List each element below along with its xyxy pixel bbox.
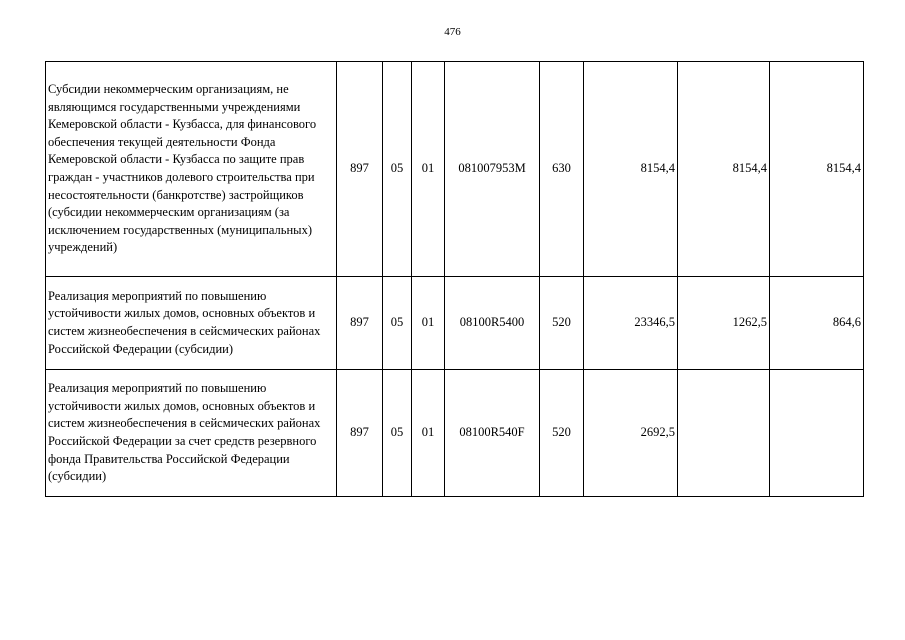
- description-cell: Реализация мероприятий по повышению устойчивости жилых домов, основных объектов и систем жизнеобеспечения в сейсмических районах Российской Федерации за счет средств резервного фонда Правительства Российской Федерации (субсидии): [46, 370, 337, 497]
- section-code-cell: 05: [383, 62, 412, 277]
- department-code-cell: 897: [337, 277, 383, 370]
- amount-3-cell: [770, 370, 864, 497]
- target-article-cell: 08100R540F: [445, 370, 540, 497]
- table-row: [46, 370, 864, 497]
- amount-3-cell: 864,6: [770, 277, 864, 370]
- subsection-code-cell: 01: [412, 370, 445, 497]
- amount-2-cell: 1262,5: [678, 277, 770, 370]
- expense-type-cell: 630: [540, 62, 584, 277]
- amount-1-cell: 23346,5: [584, 277, 678, 370]
- target-article-cell: 08100R5400: [445, 277, 540, 370]
- description-cell: Реализация мероприятий по повышению устойчивости жилых домов, основных объектов и систем жизнеобеспечения в сейсмических районах Российской Федерации (субсидии): [46, 277, 337, 370]
- expense-type-cell: 520: [540, 370, 584, 497]
- department-code-cell: 897: [337, 370, 383, 497]
- amount-3-cell: 8154,4: [770, 62, 864, 277]
- section-code-cell: 05: [383, 370, 412, 497]
- amount-1-cell: 8154,4: [584, 62, 678, 277]
- description-cell: Субсидии некоммерческим организациям, не являющимся государственными учреждениями Кемеровской области - Кузбасса, для финансового обеспечения текущей деятельности Фонда Кемеровской области - Кузбасса по защите прав граждан - участников долевого строительства при несостоятельности (банкротстве) застройщиков (субсидии некоммерческим организациям (за исключением государственных (муниципальных) учреждений): [46, 62, 337, 277]
- target-article-cell: 081007953М: [445, 62, 540, 277]
- subsection-code-cell: 01: [412, 277, 445, 370]
- amount-2-cell: 8154,4: [678, 62, 770, 277]
- amount-1-cell: 2692,5: [584, 370, 678, 497]
- section-code-cell: 05: [383, 277, 412, 370]
- expense-type-cell: 520: [540, 277, 584, 370]
- table-row: [46, 62, 864, 277]
- budget-table: [45, 61, 864, 497]
- amount-2-cell: [678, 370, 770, 497]
- table-row: [46, 277, 864, 370]
- department-code-cell: 897: [337, 62, 383, 277]
- page-number: 476: [444, 26, 461, 38]
- subsection-code-cell: 01: [412, 62, 445, 277]
